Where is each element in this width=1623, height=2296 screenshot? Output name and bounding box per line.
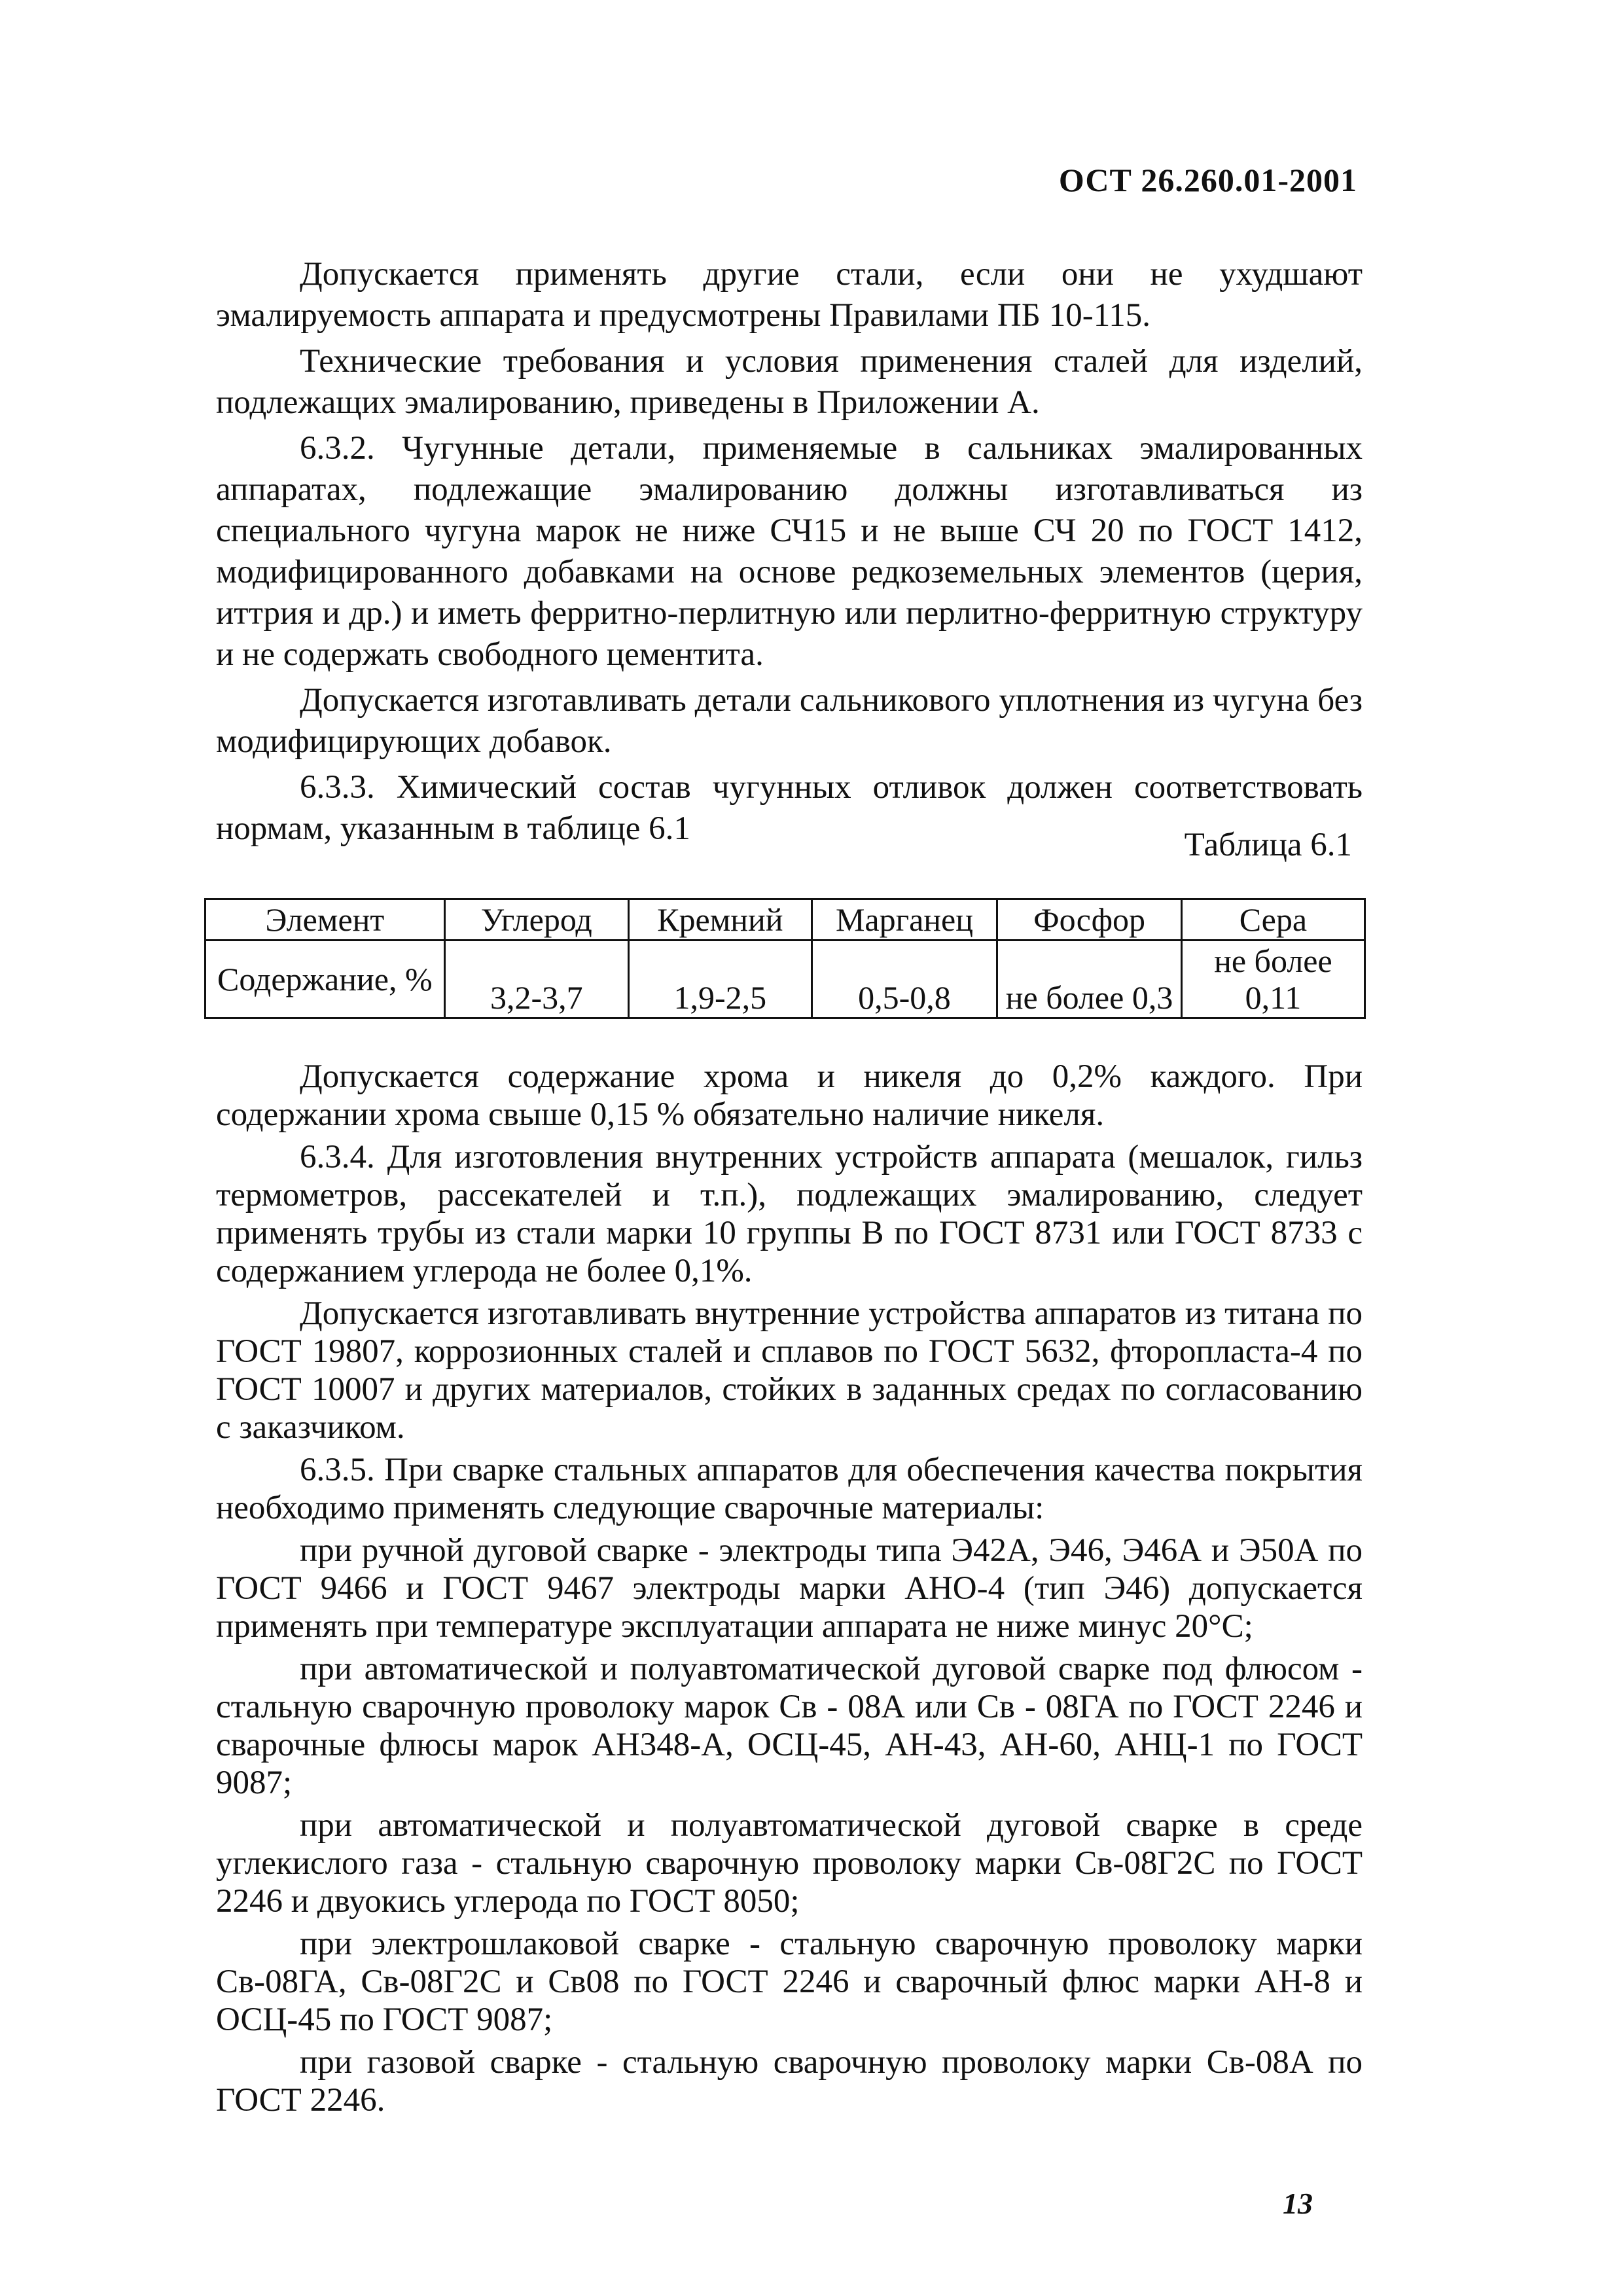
text-block-bottom [216,1058,1363,2124]
table-row [205,941,1365,1018]
paragraph: 6.3.4. Для изготовления внутренних устройств аппарата (мешалок, гильз термометров, рассекателей и т.п.), подлежащих эмалированию, следует применять трубы из стали марки 10 группы В по ГОСТ 8731 или ГОСТ 8733 с содержанием углерода не более 0,1%. [216,1139,1363,1289]
table-header-cell: Углерод [444,899,628,941]
paragraph: при автоматической и полуавтоматической дуговой сварке в среде углекислого газа - стальную сварочную проволоку марки Св-08Г2С по ГОСТ 2246 и двуокись углерода по ГОСТ 8050; [216,1807,1363,1920]
paragraph: 6.3.5. При сварке стальных аппаратов для обеспечения качества покрытия необходимо применять следующие сварочные материалы: [216,1452,1363,1526]
paragraph: Допускается содержание хрома и никеля до 0,2% каждого. При содержании хрома свыше 0,15 % обязательно наличие никеля. [216,1058,1363,1133]
table-cell: не более 0,11 [1181,941,1364,1018]
table-cell: 0,5-0,8 [812,941,997,1018]
paragraph: Допускается применять другие стали, если они не ухудшают эмалируемость аппарата и предусмотрены Правилами ПБ 10-115. [216,256,1363,334]
paragraph: Допускается изготавливать внутренние устройства аппаратов из титана по ГОСТ 19807, коррозионных сталей и сплавов по ГОСТ 5632, фторопласта-4 по ГОСТ 10007 и других материалов, стойких в заданных средах по согласованию с заказчиком. [216,1295,1363,1446]
paragraph: при электрошлаковой сварке - стальную сварочную проволоку марки Св-08ГА, Св-08Г2С и Св08 по ГОСТ 2246 и сварочный флюс марки АН-8 и ОСЦ-45 по ГОСТ 9087; [216,1926,1363,2038]
table-caption: Таблица 6.1 [1184,827,1352,863]
table-header-cell: Кремний [629,899,812,941]
table-cell: 1,9-2,5 [629,941,812,1018]
chemical-composition-table [204,898,1366,1019]
table-header-cell: Сера [1181,899,1364,941]
paragraph: Технические требования и условия применения сталей для изделий, подлежащих эмалированию, приведены в Приложении А. [216,343,1363,421]
paragraph: 6.3.3. Химический состав чугунных отливок должен соответствовать нормам, указанным в таблице 6.1 [216,769,1363,847]
paragraph: 6.3.2. Чугунные детали, применяемые в сальниках эмалированных аппаратах, подлежащие эмалированию должны изготавливаться из специального чугуна марок не ниже СЧ15 и не выше СЧ 20 по ГОСТ 1412, модифицированного добавками на основе редкоземельных элементов (церия, иттрия и др.) и иметь ферритно-перлитную или перлитно-ферритную структуру и не содержать свободного цементита. [216,430,1363,673]
page-number: 13 [1283,2187,1313,2220]
table-cell: 3,2-3,7 [444,941,628,1018]
table-header-cell: Фосфор [997,899,1181,941]
paragraph: при автоматической и полуавтоматической дуговой сварке под флюсом - стальную сварочную проволоку марок Св - 08А или Св - 08ГА по ГОСТ 2246 и сварочные флюсы марок АН348-А, ОСЦ-45, АН-43, АН-60, АНЦ-1 по ГОСТ 9087; [216,1651,1363,1801]
paragraph: при ручной дуговой сварке - электроды типа Э42А, Э46, Э46А и Э50А по ГОСТ 9466 и ГОСТ 9467 электроды марки АНО-4 (тип Э46) допускается применять при температуре эксплуатации аппарата не ниже минус 20°С; [216,1532,1363,1645]
table-header-cell: Элемент [205,899,445,941]
table-cell: не более 0,3 [997,941,1181,1018]
table-header-row [205,899,1365,941]
document-number: ОСТ 26.260.01-2001 [1058,162,1357,198]
table-header-cell: Марганец [812,899,997,941]
text-block-top [216,254,1363,854]
table-row-label: Содержание, % [205,941,445,1018]
paragraph: при газовой сварке - стальную сварочную проволоку марки Св-08А по ГОСТ 2246. [216,2044,1363,2119]
paragraph: Допускается изготавливать детали сальникового уплотнения из чугуна без модифицирующих добавок. [216,682,1363,760]
